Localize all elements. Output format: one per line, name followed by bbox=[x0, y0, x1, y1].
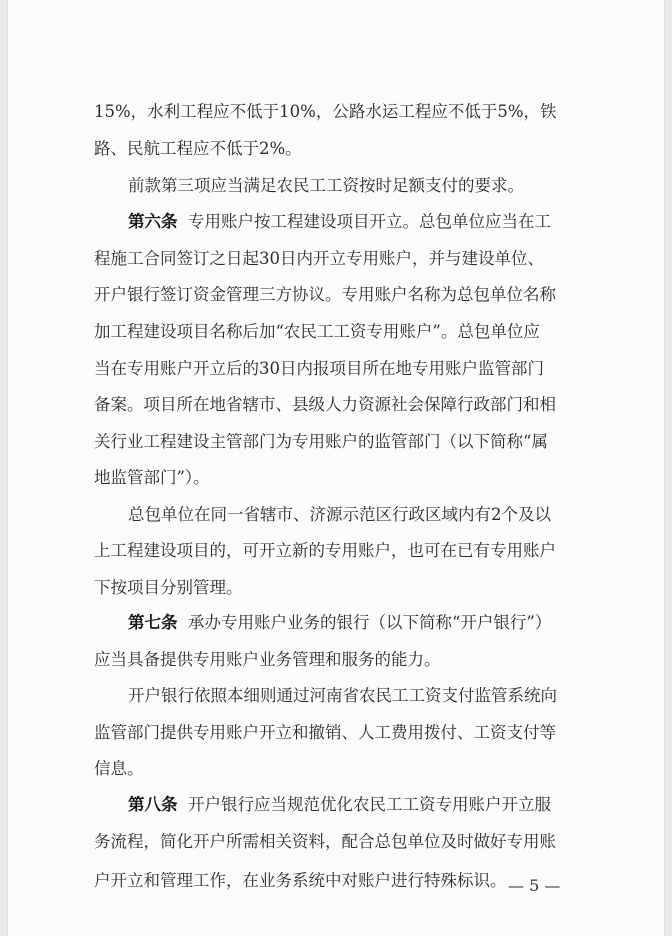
paragraph-line: 信息。 bbox=[94, 759, 144, 778]
paragraph-line: 务流程，简化开户所需相关资料，配合总包单位及时做好专用账 bbox=[94, 832, 556, 851]
paragraph-line: 当在专用账户开立后的30日内报项目所在地专用账户监管部门 bbox=[94, 359, 544, 378]
paragraph-line: 关行业工程建设主管部门为专用账户的监管部门（以下简称“属 bbox=[94, 432, 548, 451]
paragraph-line: 总包单位在同一省辖市、济源示范区行政区域内有2个及以 bbox=[128, 505, 551, 524]
paragraph-line: 下按项目分别管理。 bbox=[94, 578, 243, 597]
paragraph-line: 上工程建设项目的，可开立新的专用账户，也可在已有专用账户 bbox=[94, 541, 556, 560]
paragraph-line: 开户银行签订资金管理三方协议。专用账户名称为总包单位名称 bbox=[94, 285, 556, 304]
article-7-title: 第七条 bbox=[128, 613, 178, 632]
article-6-first-line bbox=[128, 211, 551, 233]
article-8-first-line bbox=[128, 794, 551, 816]
paragraph-line: 程施工合同签订之日起30日内开立专用账户，并与建设单位、 bbox=[94, 249, 544, 268]
article-8-title: 第八条 bbox=[128, 795, 178, 814]
paragraph-line: 前款第三项应当满足农民工工资按时足额支付的要求。 bbox=[128, 176, 524, 195]
document-page bbox=[8, 0, 664, 936]
paragraph-line: 应当具备提供专用账户业务管理和服务的能力。 bbox=[94, 650, 441, 669]
article-8-text: 开户银行应当规范优化农民工工资专用账户开立服 bbox=[188, 795, 551, 814]
article-7-first-line bbox=[128, 612, 551, 634]
paragraph-line: 监管部门提供专用账户开立和撤销、人工费用拨付、工资支付等 bbox=[94, 723, 556, 742]
paragraph-line: 地监管部门”）。 bbox=[94, 468, 210, 487]
article-6-text: 专用账户按工程建设项目开立。总包单位应当在工 bbox=[188, 212, 551, 231]
paragraph-line: 加工程建设项目名称后加“农民工工资专用账户”。总包单位应 bbox=[94, 322, 540, 341]
paragraph-line: 路、民航工程应不低于2%。 bbox=[94, 139, 302, 158]
paragraph-line: 户开立和管理工作，在业务系统中对账户进行特殊标识。 bbox=[94, 871, 507, 890]
article-6-title: 第六条 bbox=[128, 212, 178, 231]
page-number: — 5 — bbox=[508, 876, 561, 895]
paragraph-line: 备案。项目所在地省辖市、县级人力资源社会保障行政部门和相 bbox=[94, 395, 556, 414]
article-7-text: 承办专用账户业务的银行（以下简称“开户银行”） bbox=[188, 613, 552, 632]
paragraph-line: 开户银行依照本细则通过河南省农民工工资支付监管系统向 bbox=[128, 686, 557, 705]
paragraph-line: 15%，水利工程应不低于10%，公路水运工程应不低于5%，铁 bbox=[94, 102, 557, 121]
